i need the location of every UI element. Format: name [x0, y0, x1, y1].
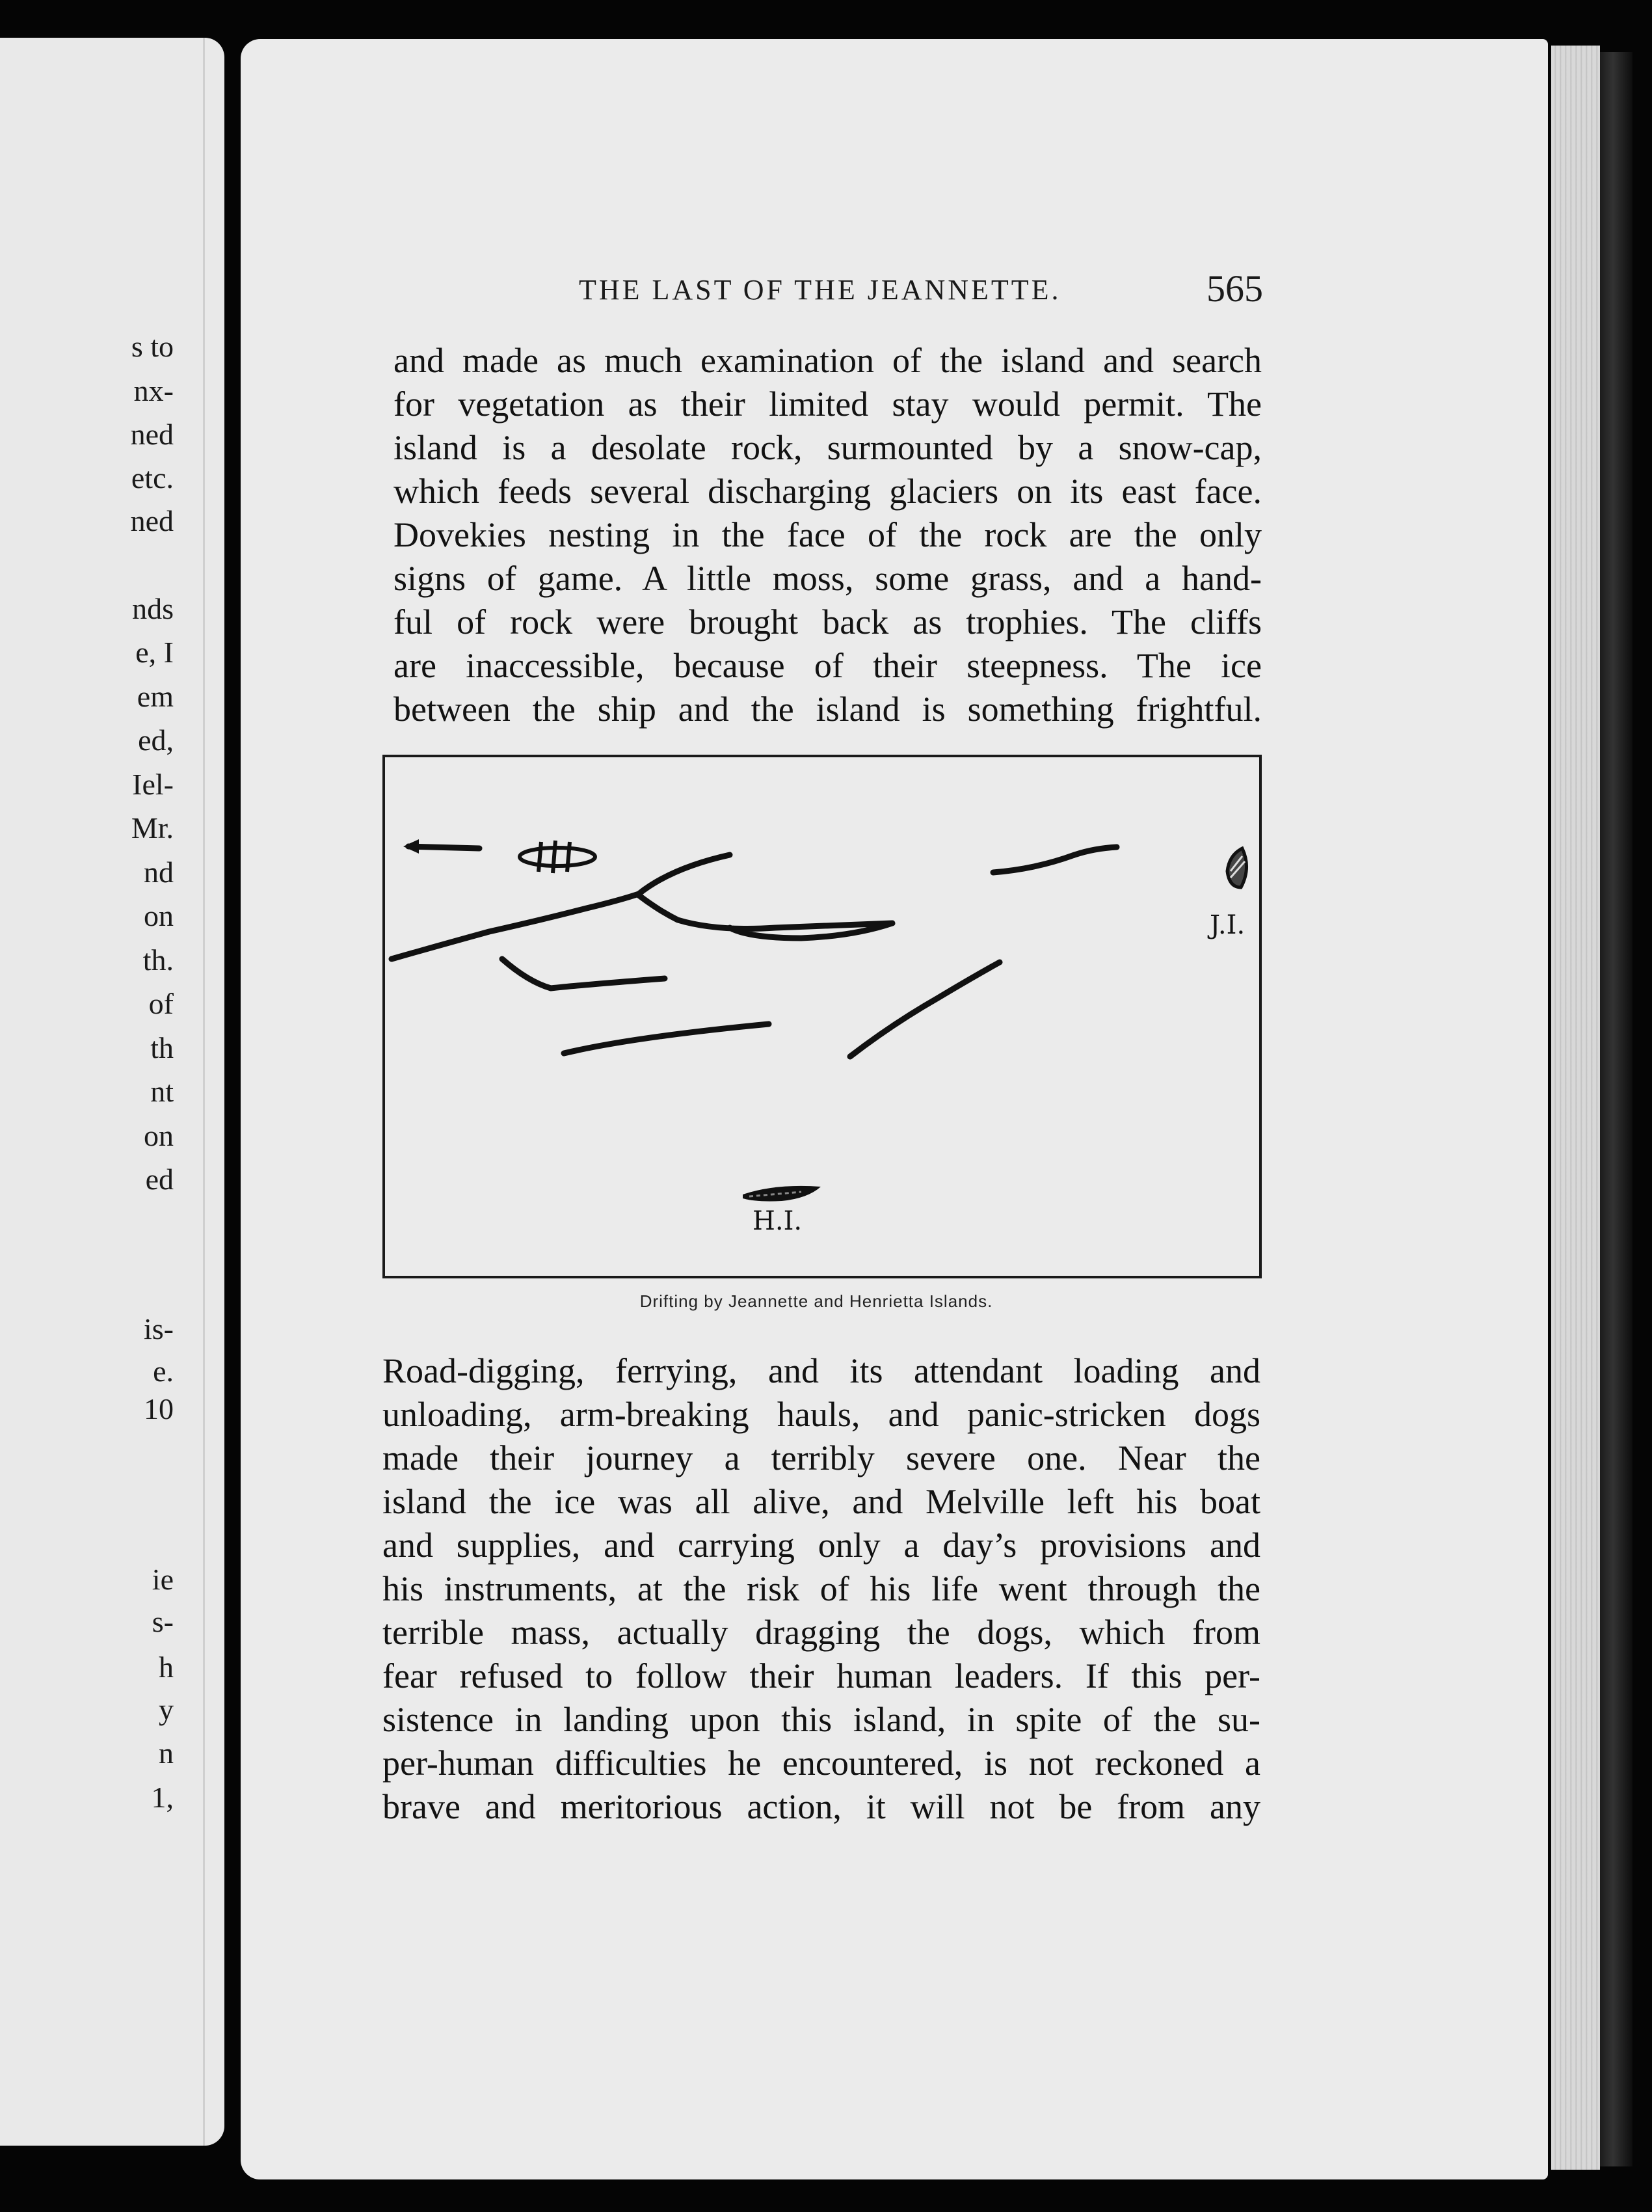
henrietta-island-icon	[743, 1186, 821, 1202]
facing-page-fragment: h	[159, 1651, 174, 1684]
ice-floe-line	[392, 855, 730, 959]
text-line: island the ice was all alive, and Melville left his boat	[382, 1482, 1260, 1521]
facing-page-fragment: e.	[153, 1355, 174, 1388]
facing-page	[0, 38, 224, 2146]
jeannette-island-label: J.I.	[1210, 910, 1246, 940]
facing-page-fragment: nt	[150, 1075, 174, 1108]
facing-page-gutter	[203, 38, 205, 2146]
book-cover-edge	[1600, 52, 1632, 2166]
drift-sketch-figure	[382, 755, 1262, 1278]
text-line: per-human difficulties he encountered, is not reckoned a	[382, 1744, 1260, 1783]
text-line: ful of rock were brought back as trophies. The cliffs	[393, 602, 1262, 641]
figure-caption	[0, 1291, 1652, 1312]
text-line: which feeds several discharging glaciers on its east face.	[393, 472, 1262, 511]
facing-page-fragment: 1,	[151, 1781, 174, 1814]
facing-page-fragment: Iel-	[132, 768, 174, 801]
running-head: THE LAST OF THE JEANNETTE.	[579, 274, 1061, 306]
page-stack-edge	[1551, 46, 1600, 2170]
facing-page-fragment: ned	[130, 418, 174, 451]
facing-page-fragment: em	[137, 680, 174, 713]
facing-page-fragment: etc.	[131, 461, 174, 494]
facing-page-fragment: th.	[142, 943, 174, 977]
facing-page-fragment: n	[159, 1736, 174, 1770]
text-line: Road-digging, ferrying, and its attendant loading and	[382, 1351, 1260, 1390]
ice-floe-line	[564, 1024, 769, 1053]
facing-page-fragment: nd	[144, 856, 174, 889]
facing-page-fragment: 10	[144, 1392, 174, 1425]
facing-page-fragment: nds	[132, 592, 174, 625]
ice-floe-sketch	[385, 757, 1259, 1276]
text-line: brave and meritorious action, it will not be from any	[382, 1787, 1260, 1826]
ice-floe-line	[639, 895, 892, 938]
ice-floe-line	[993, 847, 1117, 872]
ice-floe-line	[502, 959, 665, 988]
facing-page-fragment: ned	[130, 504, 174, 537]
text-line: his instruments, at the risk of his life went through the	[382, 1569, 1260, 1608]
jeannette-ship-icon	[520, 841, 595, 873]
facing-page-fragment: s to	[131, 330, 174, 363]
drift-direction-arrow-icon	[408, 846, 479, 848]
facing-page-fragment: nx-	[133, 374, 174, 407]
facing-page-fragment: is-	[144, 1312, 174, 1345]
facing-page-fragment: th	[150, 1031, 174, 1064]
text-line: between the ship and the island is something frightful.	[393, 690, 1262, 729]
text-line: are inaccessible, because of their steepness. The ice	[393, 646, 1262, 685]
text-line: unloading, arm-breaking hauls, and panic-stricken dogs	[382, 1395, 1260, 1434]
facing-page-fragment: on	[144, 899, 174, 932]
facing-page-fragment: of	[148, 987, 174, 1020]
text-line: terrible mass, actually dragging the dogs, which from	[382, 1613, 1260, 1652]
drift-direction-arrowhead-icon	[403, 839, 419, 854]
facing-page-fragment: e, I	[135, 636, 174, 669]
text-line: island is a desolate rock, surmounted by a snow-cap,	[393, 428, 1262, 467]
page-number: 565	[1206, 267, 1263, 310]
facing-page-fragment: ed	[145, 1163, 174, 1196]
text-line: for vegetation as their limited stay would permit. The	[393, 384, 1262, 424]
facing-page-fragment: s-	[152, 1605, 174, 1638]
figure-caption-text: Drifting by Jeannette and Henrietta Islands.	[639, 1291, 993, 1311]
text-line: made their journey a terribly severe one. Near the	[382, 1438, 1260, 1477]
jeannette-island-icon	[1227, 848, 1247, 887]
facing-page-fragment: Mr.	[131, 811, 174, 844]
text-line: signs of game. A little moss, some grass, and a hand-	[393, 559, 1262, 598]
facing-page-fragment: y	[159, 1693, 174, 1726]
text-line: and made as much examination of the island and search	[393, 341, 1262, 380]
text-line: and supplies, and carrying only a day’s provisions and	[382, 1526, 1260, 1565]
text-line: fear refused to follow their human leaders. If this per-	[382, 1656, 1260, 1695]
text-line: sistence in landing upon this island, in spite of the su-	[382, 1700, 1260, 1739]
henrietta-island-label: H.I.	[753, 1206, 803, 1236]
ice-floe-line	[850, 962, 1000, 1057]
facing-page-fragment: ie	[152, 1563, 174, 1596]
facing-page-fragment: ed,	[138, 723, 174, 757]
text-line: Dovekies nesting in the face of the rock are the only	[393, 515, 1262, 554]
facing-page-fragment: on	[144, 1119, 174, 1152]
